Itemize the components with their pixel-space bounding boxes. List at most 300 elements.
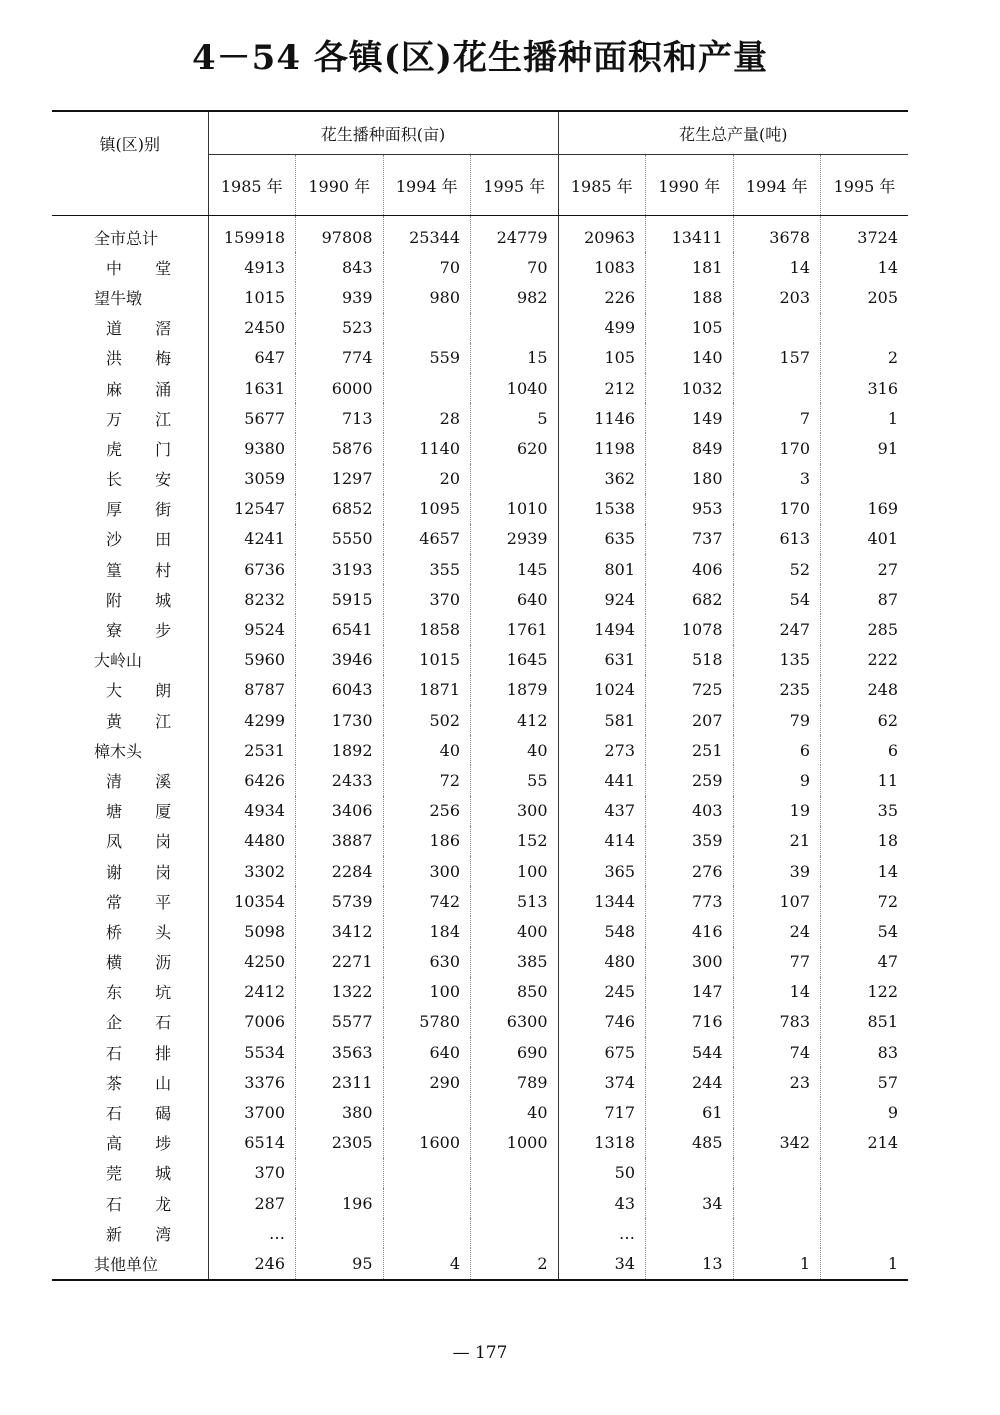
value-cell: 8232 bbox=[208, 584, 296, 614]
value-cell: 1015 bbox=[383, 645, 471, 675]
value-cell: 6736 bbox=[208, 554, 296, 584]
value-cell: 3412 bbox=[296, 916, 384, 946]
value-cell: 982 bbox=[471, 282, 559, 312]
value-cell: 416 bbox=[646, 916, 734, 946]
value-cell bbox=[471, 313, 559, 343]
value-cell: 181 bbox=[646, 252, 734, 282]
value-cell: 5915 bbox=[296, 584, 384, 614]
town-name: 道 滘 bbox=[106, 319, 186, 339]
value-cell: 4250 bbox=[208, 947, 296, 977]
value-cell: 20 bbox=[383, 464, 471, 494]
value-cell: 1344 bbox=[558, 886, 646, 916]
value-cell: 6541 bbox=[296, 614, 384, 644]
value-cell bbox=[821, 1158, 909, 1188]
value-cell: 18 bbox=[821, 826, 909, 856]
value-cell: 613 bbox=[733, 524, 821, 554]
value-cell bbox=[471, 1158, 559, 1188]
value-cell: 3193 bbox=[296, 554, 384, 584]
value-cell: 122 bbox=[821, 977, 909, 1007]
value-cell: 14 bbox=[733, 977, 821, 1007]
value-cell: 1494 bbox=[558, 614, 646, 644]
value-cell: 1600 bbox=[383, 1128, 471, 1158]
value-cell: 214 bbox=[821, 1128, 909, 1158]
value-cell: 2433 bbox=[296, 765, 384, 795]
table-row bbox=[52, 313, 908, 343]
value-cell: 851 bbox=[821, 1007, 909, 1037]
value-cell: 924 bbox=[558, 584, 646, 614]
value-cell: 13 bbox=[646, 1248, 734, 1279]
value-cell bbox=[471, 1188, 559, 1218]
value-cell bbox=[733, 1158, 821, 1188]
town-name: 其他单位 bbox=[52, 1248, 208, 1279]
value-cell: 14 bbox=[733, 252, 821, 282]
value-cell: 437 bbox=[558, 796, 646, 826]
value-cell: 640 bbox=[383, 1037, 471, 1067]
value-cell: 2271 bbox=[296, 947, 384, 977]
table-row bbox=[52, 1007, 908, 1037]
table-row bbox=[52, 1037, 908, 1067]
value-cell: 2284 bbox=[296, 856, 384, 886]
value-cell: 2 bbox=[821, 343, 909, 373]
value-cell: 170 bbox=[733, 433, 821, 463]
group-header-output: 花生总产量(吨) bbox=[558, 111, 908, 155]
table-row bbox=[52, 675, 908, 705]
value-cell: 370 bbox=[383, 584, 471, 614]
value-cell: 4299 bbox=[208, 705, 296, 735]
value-cell: 1322 bbox=[296, 977, 384, 1007]
value-cell: 713 bbox=[296, 403, 384, 433]
value-cell: 380 bbox=[296, 1097, 384, 1127]
value-cell: 39 bbox=[733, 856, 821, 886]
value-cell: 518 bbox=[646, 645, 734, 675]
value-cell: 196 bbox=[296, 1188, 384, 1218]
value-cell bbox=[296, 1218, 384, 1248]
value-cell: 74 bbox=[733, 1037, 821, 1067]
value-cell: 773 bbox=[646, 886, 734, 916]
table-row bbox=[52, 614, 908, 644]
value-cell: 135 bbox=[733, 645, 821, 675]
table-row bbox=[52, 916, 908, 946]
value-cell: 1538 bbox=[558, 494, 646, 524]
value-cell: 559 bbox=[383, 343, 471, 373]
row-header-label: 镇(区)别 bbox=[52, 111, 208, 216]
value-cell bbox=[383, 1158, 471, 1188]
value-cell: 97808 bbox=[296, 216, 384, 253]
value-cell: 70 bbox=[471, 252, 559, 282]
town-name: 新 湾 bbox=[106, 1224, 186, 1244]
table-row bbox=[52, 705, 908, 735]
value-cell: 1032 bbox=[646, 373, 734, 403]
town-name: 中 堂 bbox=[106, 258, 186, 278]
table-row bbox=[52, 433, 908, 463]
value-cell bbox=[383, 1188, 471, 1218]
value-cell: 5739 bbox=[296, 886, 384, 916]
value-cell: 690 bbox=[471, 1037, 559, 1067]
value-cell: 157 bbox=[733, 343, 821, 373]
value-cell: 4913 bbox=[208, 252, 296, 282]
value-cell: 6 bbox=[733, 735, 821, 765]
value-cell: 19 bbox=[733, 796, 821, 826]
table-row bbox=[52, 1067, 908, 1097]
value-cell: 1297 bbox=[296, 464, 384, 494]
town-name: 大 朗 bbox=[106, 681, 186, 701]
value-cell: 414 bbox=[558, 826, 646, 856]
value-cell: 72 bbox=[821, 886, 909, 916]
value-cell: 52 bbox=[733, 554, 821, 584]
value-cell: 1858 bbox=[383, 614, 471, 644]
town-name: 清 溪 bbox=[106, 771, 186, 791]
value-cell: 3946 bbox=[296, 645, 384, 675]
table-row bbox=[52, 977, 908, 1007]
value-cell: 300 bbox=[646, 947, 734, 977]
value-cell: 34 bbox=[646, 1188, 734, 1218]
value-cell: 789 bbox=[471, 1067, 559, 1097]
value-cell: 9380 bbox=[208, 433, 296, 463]
value-cell: 2412 bbox=[208, 977, 296, 1007]
value-cell: 287 bbox=[208, 1188, 296, 1218]
table-row bbox=[52, 252, 908, 282]
table-row bbox=[52, 524, 908, 554]
value-cell: 152 bbox=[471, 826, 559, 856]
value-cell: 212 bbox=[558, 373, 646, 403]
table-body bbox=[52, 216, 908, 1280]
value-cell: 3406 bbox=[296, 796, 384, 826]
peanut-stats-table bbox=[52, 110, 908, 1281]
value-cell: 1871 bbox=[383, 675, 471, 705]
value-cell: 248 bbox=[821, 675, 909, 705]
value-cell: 6852 bbox=[296, 494, 384, 524]
value-cell: 5098 bbox=[208, 916, 296, 946]
value-cell: 783 bbox=[733, 1007, 821, 1037]
value-cell: 939 bbox=[296, 282, 384, 312]
value-cell: 1 bbox=[733, 1248, 821, 1279]
value-cell: 746 bbox=[558, 1007, 646, 1037]
town-name: 望牛墩 bbox=[94, 288, 143, 308]
table-row bbox=[52, 373, 908, 403]
year-header: 1985 年 bbox=[558, 155, 646, 216]
value-cell bbox=[733, 1218, 821, 1248]
value-cell: 2 bbox=[471, 1248, 559, 1279]
town-name: 塘 厦 bbox=[106, 802, 186, 822]
value-cell: 1631 bbox=[208, 373, 296, 403]
value-cell: 385 bbox=[471, 947, 559, 977]
value-cell bbox=[383, 313, 471, 343]
value-cell: 630 bbox=[383, 947, 471, 977]
value-cell: 3887 bbox=[296, 826, 384, 856]
town-name: 黄 江 bbox=[106, 711, 186, 731]
value-cell: 77 bbox=[733, 947, 821, 977]
value-cell: 11 bbox=[821, 765, 909, 795]
value-cell bbox=[383, 373, 471, 403]
table-row bbox=[52, 1097, 908, 1127]
value-cell: 1645 bbox=[471, 645, 559, 675]
value-cell: 412 bbox=[471, 705, 559, 735]
table-row bbox=[52, 343, 908, 373]
value-cell: 8787 bbox=[208, 675, 296, 705]
table-row bbox=[52, 1158, 908, 1188]
value-cell: 170 bbox=[733, 494, 821, 524]
value-cell: 1010 bbox=[471, 494, 559, 524]
value-cell: 235 bbox=[733, 675, 821, 705]
value-cell: 149 bbox=[646, 403, 734, 433]
value-cell: 247 bbox=[733, 614, 821, 644]
value-cell: 40 bbox=[471, 735, 559, 765]
value-cell: 1 bbox=[821, 1248, 909, 1279]
value-cell: 4480 bbox=[208, 826, 296, 856]
table-row bbox=[52, 886, 908, 916]
value-cell: 1095 bbox=[383, 494, 471, 524]
value-cell: 259 bbox=[646, 765, 734, 795]
table-row bbox=[52, 494, 908, 524]
value-cell: 1040 bbox=[471, 373, 559, 403]
value-cell: 1140 bbox=[383, 433, 471, 463]
year-header: 1990 年 bbox=[646, 155, 734, 216]
value-cell: 843 bbox=[296, 252, 384, 282]
value-cell bbox=[646, 1158, 734, 1188]
value-cell bbox=[646, 1218, 734, 1248]
value-cell: 14 bbox=[821, 252, 909, 282]
value-cell: 635 bbox=[558, 524, 646, 554]
town-name: 桥 头 bbox=[106, 922, 186, 942]
table-row bbox=[52, 1188, 908, 1218]
town-name: 高 埗 bbox=[106, 1134, 186, 1154]
town-name: 长 安 bbox=[106, 470, 186, 490]
value-cell: 502 bbox=[383, 705, 471, 735]
value-cell: 980 bbox=[383, 282, 471, 312]
value-cell: 374 bbox=[558, 1067, 646, 1097]
table-row bbox=[52, 1128, 908, 1158]
value-cell: 2305 bbox=[296, 1128, 384, 1158]
value-cell bbox=[383, 1097, 471, 1127]
value-cell: 79 bbox=[733, 705, 821, 735]
value-cell: 300 bbox=[471, 796, 559, 826]
table-row bbox=[52, 796, 908, 826]
value-cell: 1761 bbox=[471, 614, 559, 644]
value-cell: 548 bbox=[558, 916, 646, 946]
value-cell: 620 bbox=[471, 433, 559, 463]
value-cell: 801 bbox=[558, 554, 646, 584]
value-cell: 13411 bbox=[646, 216, 734, 253]
value-cell: 105 bbox=[558, 343, 646, 373]
value-cell bbox=[471, 1218, 559, 1248]
value-cell: 682 bbox=[646, 584, 734, 614]
value-cell: 50 bbox=[558, 1158, 646, 1188]
table-row bbox=[52, 947, 908, 977]
value-cell: 12547 bbox=[208, 494, 296, 524]
value-cell: 5 bbox=[471, 403, 559, 433]
value-cell: 245 bbox=[558, 977, 646, 1007]
value-cell: 180 bbox=[646, 464, 734, 494]
value-cell: 523 bbox=[296, 313, 384, 343]
town-name: 沙 田 bbox=[106, 530, 186, 550]
town-name: 万 江 bbox=[106, 409, 186, 429]
table-row bbox=[52, 1248, 908, 1279]
value-cell: 675 bbox=[558, 1037, 646, 1067]
value-cell bbox=[821, 1218, 909, 1248]
value-cell: 57 bbox=[821, 1067, 909, 1097]
value-cell: 1078 bbox=[646, 614, 734, 644]
value-cell: 2450 bbox=[208, 313, 296, 343]
value-cell: 10354 bbox=[208, 886, 296, 916]
value-cell: 7006 bbox=[208, 1007, 296, 1037]
value-cell: 9524 bbox=[208, 614, 296, 644]
value-cell: 184 bbox=[383, 916, 471, 946]
town-name: 大岭山 bbox=[94, 651, 143, 671]
value-cell: 359 bbox=[646, 826, 734, 856]
value-cell: 27 bbox=[821, 554, 909, 584]
value-cell bbox=[733, 1097, 821, 1127]
town-name: 麻 涌 bbox=[106, 379, 186, 399]
value-cell: 716 bbox=[646, 1007, 734, 1037]
value-cell: 1083 bbox=[558, 252, 646, 282]
value-cell: 6514 bbox=[208, 1128, 296, 1158]
value-cell: 742 bbox=[383, 886, 471, 916]
year-header: 1995 年 bbox=[821, 155, 909, 216]
value-cell: 6 bbox=[821, 735, 909, 765]
value-cell: 54 bbox=[733, 584, 821, 614]
value-cell: 2311 bbox=[296, 1067, 384, 1097]
value-cell: 2939 bbox=[471, 524, 559, 554]
value-cell: 1318 bbox=[558, 1128, 646, 1158]
value-cell: 3678 bbox=[733, 216, 821, 253]
town-name: 附 城 bbox=[106, 590, 186, 610]
town-name: 石 龙 bbox=[106, 1194, 186, 1214]
value-cell bbox=[821, 313, 909, 343]
value-cell: 403 bbox=[646, 796, 734, 826]
value-cell: 499 bbox=[558, 313, 646, 343]
value-cell: 83 bbox=[821, 1037, 909, 1067]
value-cell: 441 bbox=[558, 765, 646, 795]
value-cell: 20963 bbox=[558, 216, 646, 253]
value-cell: 54 bbox=[821, 916, 909, 946]
value-cell: 513 bbox=[471, 886, 559, 916]
value-cell: 290 bbox=[383, 1067, 471, 1097]
value-cell: 35 bbox=[821, 796, 909, 826]
value-cell: 4241 bbox=[208, 524, 296, 554]
value-cell bbox=[821, 464, 909, 494]
value-cell: 3563 bbox=[296, 1037, 384, 1067]
value-cell: 43 bbox=[558, 1188, 646, 1218]
value-cell: 316 bbox=[821, 373, 909, 403]
value-cell: 3376 bbox=[208, 1067, 296, 1097]
value-cell: 1024 bbox=[558, 675, 646, 705]
value-cell: 1015 bbox=[208, 282, 296, 312]
value-cell: 205 bbox=[821, 282, 909, 312]
value-cell: 14 bbox=[821, 856, 909, 886]
value-cell: 7 bbox=[733, 403, 821, 433]
page-number: — 177 bbox=[452, 1343, 508, 1363]
value-cell: 147 bbox=[646, 977, 734, 1007]
value-cell: 9 bbox=[821, 1097, 909, 1127]
value-cell: 70 bbox=[383, 252, 471, 282]
value-cell: … bbox=[558, 1218, 646, 1248]
value-cell: 9 bbox=[733, 765, 821, 795]
value-cell: 953 bbox=[646, 494, 734, 524]
value-cell: 5876 bbox=[296, 433, 384, 463]
value-cell: 5960 bbox=[208, 645, 296, 675]
town-name: 常 平 bbox=[106, 892, 186, 912]
value-cell bbox=[821, 1188, 909, 1218]
table-row bbox=[52, 403, 908, 433]
table-row bbox=[52, 735, 908, 765]
town-name: 谢 岗 bbox=[106, 862, 186, 882]
value-cell: 400 bbox=[471, 916, 559, 946]
table-row bbox=[52, 554, 908, 584]
value-cell: 737 bbox=[646, 524, 734, 554]
value-cell: 159918 bbox=[208, 216, 296, 253]
value-cell: 100 bbox=[471, 856, 559, 886]
value-cell: 3 bbox=[733, 464, 821, 494]
value-cell: 6300 bbox=[471, 1007, 559, 1037]
value-cell: 285 bbox=[821, 614, 909, 644]
value-cell: 95 bbox=[296, 1248, 384, 1279]
value-cell: 21 bbox=[733, 826, 821, 856]
table-row bbox=[52, 765, 908, 795]
value-cell: 40 bbox=[471, 1097, 559, 1127]
value-cell: 28 bbox=[383, 403, 471, 433]
value-cell: 105 bbox=[646, 313, 734, 343]
value-cell: 849 bbox=[646, 433, 734, 463]
value-cell: 40 bbox=[383, 735, 471, 765]
table-row bbox=[52, 1218, 908, 1248]
value-cell: 355 bbox=[383, 554, 471, 584]
group-header-area: 花生播种面积(亩) bbox=[208, 111, 558, 155]
value-cell: 186 bbox=[383, 826, 471, 856]
value-cell: 91 bbox=[821, 433, 909, 463]
value-cell: 1146 bbox=[558, 403, 646, 433]
town-name: 洪 梅 bbox=[106, 349, 186, 369]
value-cell: 300 bbox=[383, 856, 471, 886]
value-cell: 406 bbox=[646, 554, 734, 584]
year-header: 1994 年 bbox=[733, 155, 821, 216]
town-name: 莞 城 bbox=[106, 1164, 186, 1184]
value-cell: 5780 bbox=[383, 1007, 471, 1037]
value-cell: 276 bbox=[646, 856, 734, 886]
town-name: 厚 街 bbox=[106, 500, 186, 520]
value-cell: 55 bbox=[471, 765, 559, 795]
value-cell: 24 bbox=[733, 916, 821, 946]
value-cell: 61 bbox=[646, 1097, 734, 1127]
value-cell: 2531 bbox=[208, 735, 296, 765]
value-cell: 1000 bbox=[471, 1128, 559, 1158]
town-name: 横 沥 bbox=[106, 953, 186, 973]
table-row bbox=[52, 464, 908, 494]
value-cell: 717 bbox=[558, 1097, 646, 1127]
year-header: 1995 年 bbox=[471, 155, 559, 216]
value-cell: 725 bbox=[646, 675, 734, 705]
value-cell: 3724 bbox=[821, 216, 909, 253]
value-cell bbox=[733, 373, 821, 403]
value-cell: 342 bbox=[733, 1128, 821, 1158]
value-cell: 6043 bbox=[296, 675, 384, 705]
value-cell: 5577 bbox=[296, 1007, 384, 1037]
year-header: 1985 年 bbox=[208, 155, 296, 216]
value-cell: 480 bbox=[558, 947, 646, 977]
value-cell bbox=[733, 1188, 821, 1218]
value-cell: 5677 bbox=[208, 403, 296, 433]
value-cell: 222 bbox=[821, 645, 909, 675]
value-cell: 485 bbox=[646, 1128, 734, 1158]
value-cell bbox=[383, 1218, 471, 1248]
value-cell: 87 bbox=[821, 584, 909, 614]
value-cell: 145 bbox=[471, 554, 559, 584]
value-cell: 631 bbox=[558, 645, 646, 675]
town-name: 东 坑 bbox=[106, 983, 186, 1003]
value-cell: 365 bbox=[558, 856, 646, 886]
table-row bbox=[52, 645, 908, 675]
value-cell: 370 bbox=[208, 1158, 296, 1188]
value-cell: 5534 bbox=[208, 1037, 296, 1067]
